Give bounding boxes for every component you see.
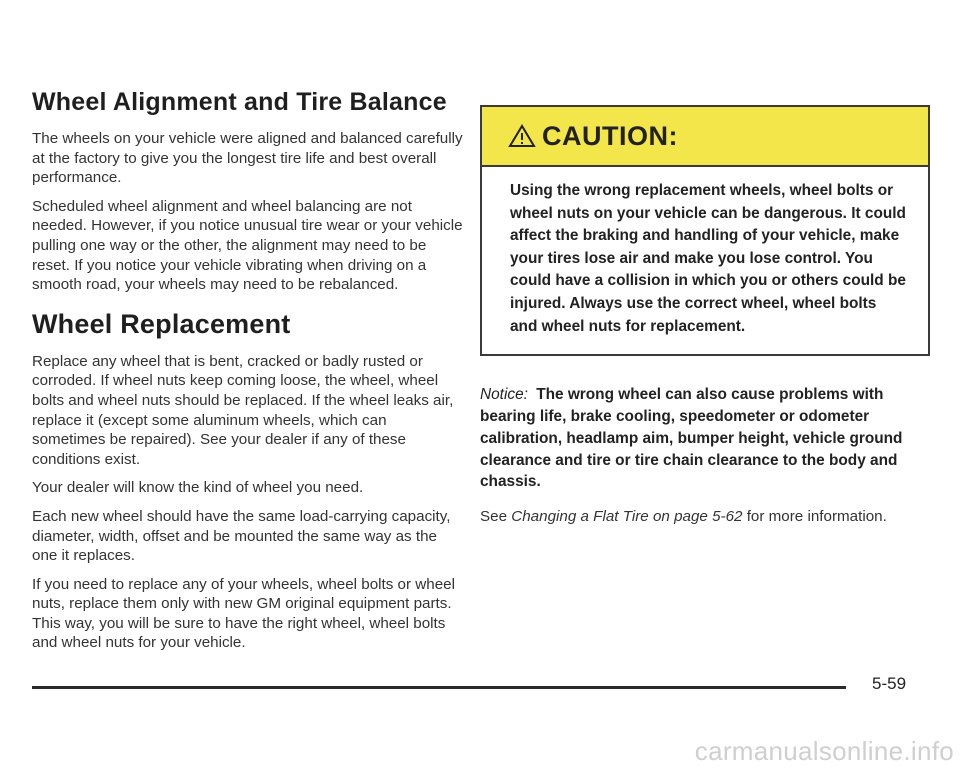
caution-box — [480, 105, 930, 356]
left-column — [32, 88, 464, 662]
paragraph-gm-parts: If you need to replace any of your wheels, wheel bolts or wheel nuts, replace them only with new GM original equipment parts. This way, you will be sure to have the right wheel, wheel bolts and wheel nuts for your vehicle. — [32, 575, 455, 652]
section-heading-replacement: Wheel Replacement — [32, 308, 291, 339]
caution-title: CAUTION: — [542, 120, 678, 151]
see-reference — [480, 507, 930, 527]
footer-rule — [32, 686, 846, 689]
see-prefix: See — [480, 508, 508, 526]
warning-triangle-icon — [508, 124, 536, 148]
caution-header — [482, 107, 928, 167]
watermark: carmanualsonline.info — [694, 736, 954, 766]
notice-paragraph — [480, 384, 930, 493]
paragraph-dealer: Your dealer will know the kind of wheel you need. — [32, 479, 364, 497]
page-number: 5-59 — [872, 674, 907, 693]
notice-text: The wrong wheel can also cause problems with bearing life, brake cooling, speedometer or odometer calibration, headlamp aim, bumper height, vehicle ground clearance and tire or tire chain clearance to the body and chassis. — [480, 386, 903, 491]
section-heading-alignment: Wheel Alignment and Tire Balance — [32, 88, 447, 116]
paragraph-new-wheel: Each new wheel should have the same load-carrying capacity, diameter, width, offset and be mounted the same way as the one it replaces. — [32, 507, 451, 565]
paragraph-alignment-schedule: Scheduled wheel alignment and wheel balancing are not needed. However, if you notice unusual tire wear or your vehicle pulling one way or the other, the alignment may need to be reset. If you notice your vehicle vibrating when driving on a smooth road, your wheels may need to be rebalanced. — [32, 197, 463, 294]
paragraph-replacement-conditions: Replace any wheel that is bent, cracked or badly rusted or corroded. If wheel nuts keep coming loose, the wheel, wheel bolts and wheel nuts should be replaced. If the wheel leaks air, replace it (except some aluminum wheels, which can sometimes be repaired). See your dealer if any of these conditions exist. — [32, 352, 454, 468]
see-suffix: for more information. — [746, 508, 887, 526]
notice-label: Notice: — [480, 386, 528, 404]
paragraph-alignment-intro: The wheels on your vehicle were aligned and balanced carefully at the factory to give you the longest tire life and best overall performance. — [32, 130, 463, 187]
see-link[interactable]: Changing a Flat Tire on page 5-62 — [511, 508, 743, 526]
caution-body: Using the wrong replacement wheels, wheel bolts or wheel nuts on your vehicle can be dangerous. It could affect the braking and handling of your vehicle, make your tires lose air and make you lose control. You could have a collision in which you or others could be injured. Always use the correct wheel, wheel bolts and wheel nuts for replacement. — [510, 182, 906, 335]
right-column — [480, 105, 930, 527]
